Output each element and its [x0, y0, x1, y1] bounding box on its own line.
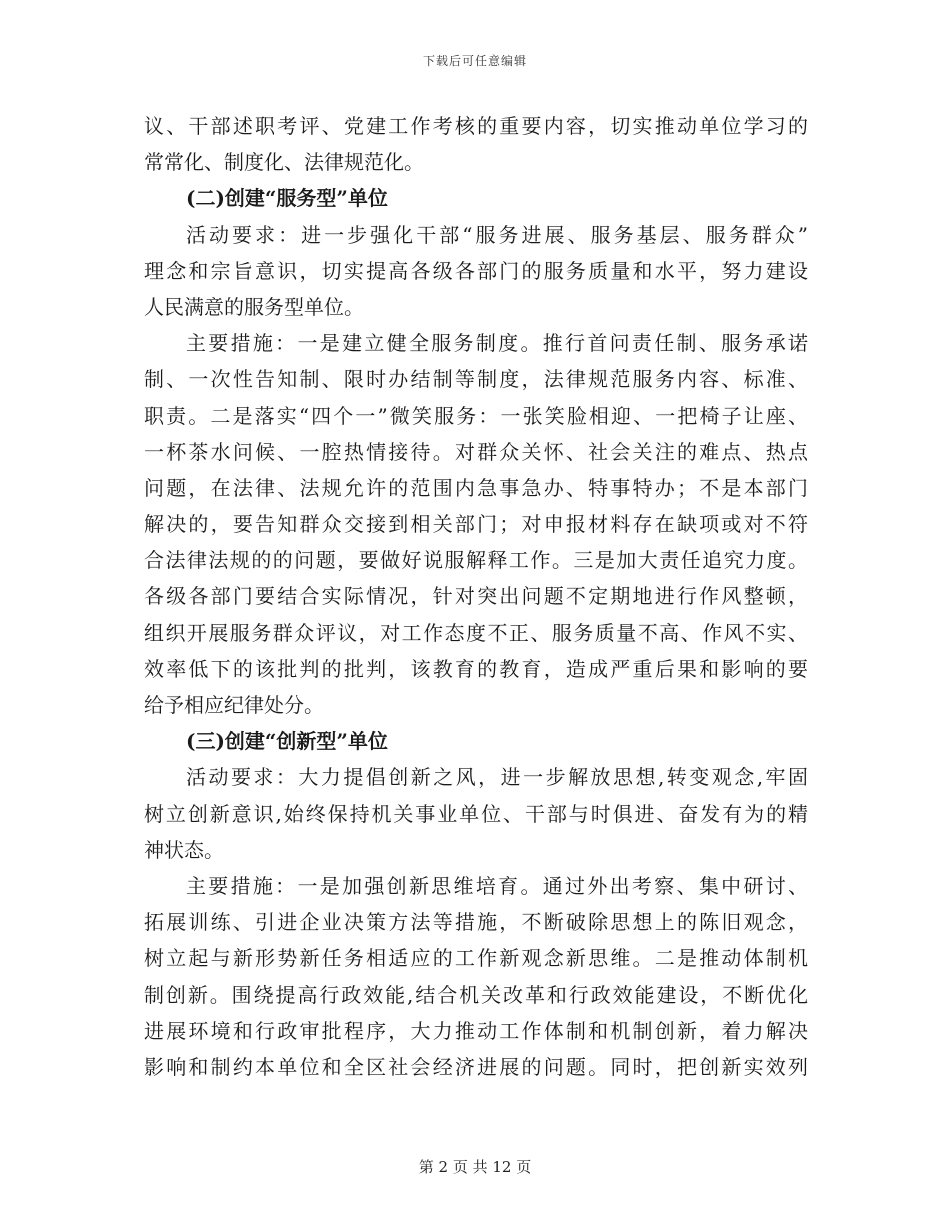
- body-line: 组织开展服务群众评议，对工作态度不正、服务质量不高、作风不实、: [144, 620, 808, 645]
- body-line: 理念和宗旨意识，切实提高各级各部门的服务质量和水平，努力建设: [144, 258, 808, 283]
- body-line: 职责。二是落实“四个一”微笑服务：一张笑脸相迎、一把椅子让座、: [144, 403, 808, 428]
- page-number: 第 2 页 共 12 页: [418, 1158, 532, 1176]
- body-line: 制创新。围绕提高行政效能,结合机关改革和行政效能建设，不断优化: [144, 982, 808, 1007]
- body-line: 问题，在法律、法规允许的范围内急事急办、特事特办；不是本部门: [144, 475, 808, 500]
- body-line: 给予相应纪律处分。: [144, 693, 324, 717]
- body-line: 人民满意的服务型单位。: [144, 294, 364, 319]
- body-line: 一杯茶水问候、一腔热情接待。对群众关怀、社会关注的难点、热点: [144, 439, 808, 464]
- document-body: [144, 108, 808, 1085]
- body-line: 效率低下的该批判的批判，该教育的教育，造成严重后果和影响的要: [144, 656, 808, 681]
- page-header: 下载后可任意编辑: [422, 54, 527, 68]
- body-line: 活动要求：进一步强化干部“服务进展、服务基层、服务群众”: [186, 222, 808, 247]
- body-line: 合法律法规的的问题，要做好说服解释工作。三是加大责任追究力度。: [144, 548, 808, 573]
- body-line: 进展环境和行政审批程序，大力推动工作体制和机制创新，着力解决: [144, 1018, 808, 1043]
- section-heading: (三)创建“创新型”单位: [186, 729, 388, 754]
- body-line: 主要措施：一是建立健全服务制度。推行首问责任制、服务承诺: [186, 331, 808, 356]
- body-line: 活动要求：大力提倡创新之风，进一步解放思想,转变观念,牢固: [186, 765, 808, 790]
- body-line: 拓展训练、引进企业决策方法等措施，不断破除思想上的陈旧观念，: [144, 910, 808, 935]
- body-line: 制、一次性告知制、限时办结制等制度，法律规范服务内容、标准、: [144, 367, 808, 392]
- body-line: 议、干部述职考评、党建工作考核的重要内容，切实推动单位学习的: [144, 114, 808, 138]
- body-line: 主要措施：一是加强创新思维培育。通过外出考察、集中研讨、: [186, 873, 808, 898]
- body-line: 树立创新意识,始终保持机关事业单位、干部与时俱进、奋发有为的精: [144, 801, 808, 826]
- section-heading: (二)创建“服务型”单位: [186, 186, 388, 211]
- body-line: 影响和制约本单位和全区社会经济进展的问题。同时，把创新实效列: [144, 1054, 808, 1079]
- body-line: 树立起与新形势新任务相适应的工作新观念新思维。二是推动体制机: [144, 946, 808, 971]
- body-line: 解决的，要告知群众交接到相关部门；对申报材料存在缺项或对不符: [144, 512, 808, 537]
- body-line: 常常化、制度化、法律规范化。: [144, 150, 424, 175]
- body-line: 神状态。: [144, 837, 224, 862]
- body-line: 各级各部门要结合实际情况，针对突出问题不定期地进行作风整顿，: [144, 584, 808, 609]
